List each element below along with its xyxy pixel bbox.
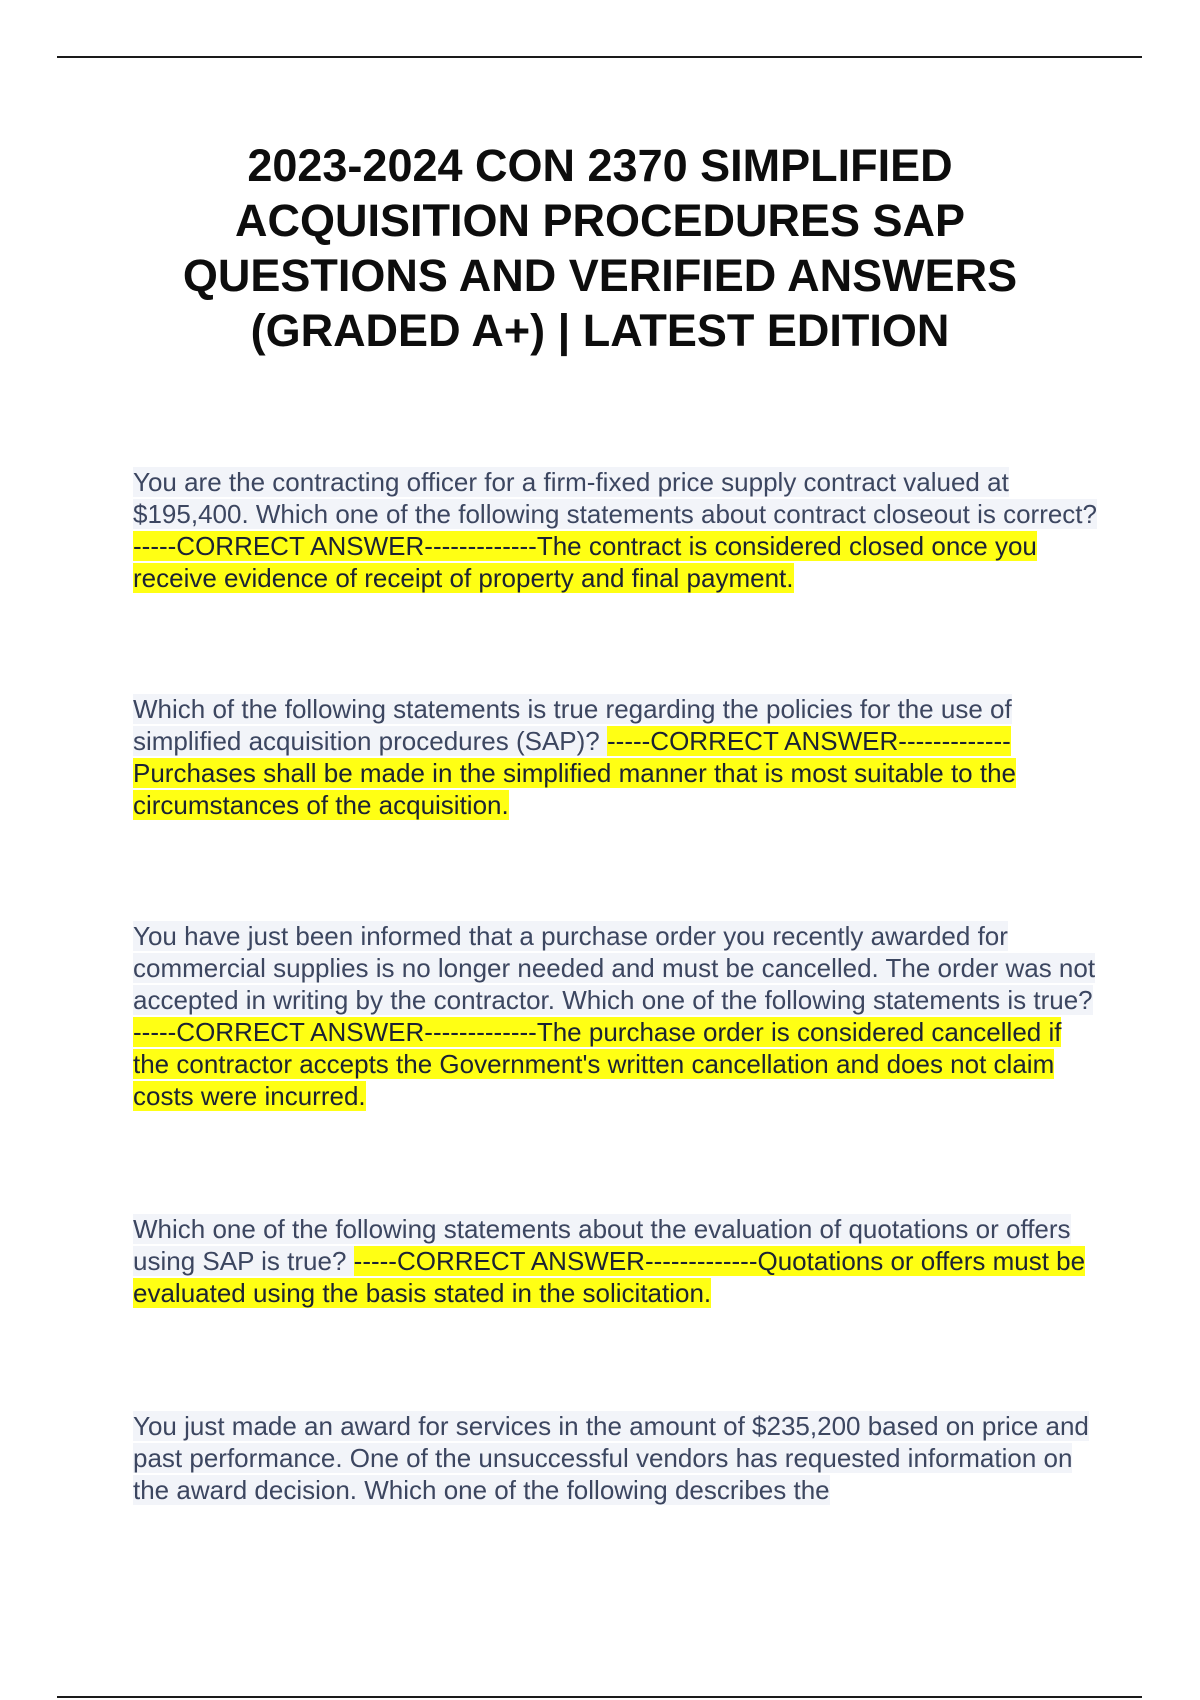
question-text: You have just been informed that a purchase order you recently awarded for commercial supplies is no longer needed and must be cancelled. The order was not accepted in writing by the contractor. Which one of the following statements is true? — [133, 921, 1096, 1015]
highlighted-answer: -----CORRECT ANSWER-------------Purchases shall be made in the simplified manner that is most suitable to the circumstances of the acquisition. — [133, 726, 1017, 820]
top-horizontal-rule — [57, 56, 1142, 58]
highlighted-answer: -----CORRECT ANSWER-------------The contract is considered closed once you receive evidence of receipt of property and final payment. — [133, 531, 1037, 593]
bottom-horizontal-rule — [57, 1696, 1142, 1698]
question-answer-item — [133, 920, 1103, 1112]
question-answer-item — [133, 1213, 1103, 1309]
question-answer-item — [133, 693, 1103, 821]
highlighted-answer: -----CORRECT ANSWER-------------The purchase order is considered cancelled if the contractor accepts the Government's written cancellation and does not claim costs were incurred. — [133, 1017, 1062, 1111]
question-answer-item — [133, 1410, 1103, 1506]
question-text: Which one of the following statements about the evaluation of quotations or offers using SAP is true? — [133, 1214, 1071, 1276]
question-text: You are the contracting officer for a firm-fixed price supply contract valued at $195,400. Which one of the following statements about contract closeout is correct? — [133, 467, 1097, 529]
document-title: 2023-2024 CON 2370 SIMPLIFIED ACQUISITION PROCEDURES SAP QUESTIONS AND VERIFIED ANSWERS (GRADED A+) | LATEST EDITION — [182, 140, 1018, 356]
question-text: Which of the following statements is true regarding the policies for the use of simplified acquisition procedures (SAP)? — [133, 694, 1012, 756]
question-text: You just made an award for services in the amount of $235,200 based on price and past performance. One of the unsuccessful vendors has requested information on the award decision. Which one of the following describes the — [133, 1411, 1089, 1505]
question-answer-item — [133, 466, 1103, 594]
highlighted-answer: -----CORRECT ANSWER-------------Quotations or offers must be evaluated using the basis stated in the solicitation. — [133, 1246, 1086, 1308]
